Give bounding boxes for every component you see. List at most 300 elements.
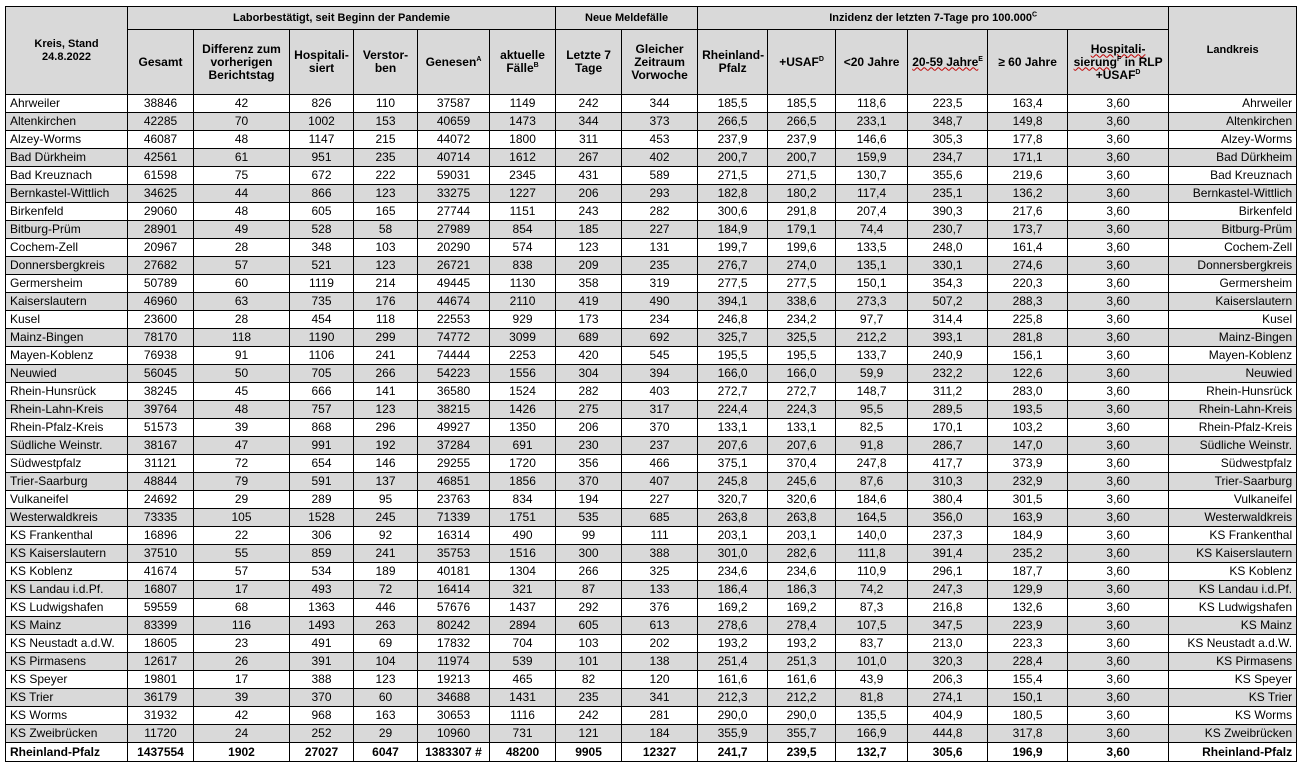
cell-verstorben: 153 bbox=[354, 113, 418, 131]
cell-unter-20: 43,9 bbox=[836, 671, 908, 689]
cell-vorwoche: 319 bbox=[622, 275, 698, 293]
cell-usaf: 237,9 bbox=[768, 131, 836, 149]
cell-landkreis: Rhein-Lahn-Kreis bbox=[1169, 401, 1297, 419]
cell-rheinland-pfalz: 224,4 bbox=[698, 401, 768, 419]
cell-ueber-60: 281,8 bbox=[988, 329, 1068, 347]
cell-hospitalisierung: 3,60 bbox=[1068, 491, 1169, 509]
table-row bbox=[6, 221, 1297, 239]
cell-genesen: 46851 bbox=[418, 473, 490, 491]
cell-rheinland-pfalz: 193,2 bbox=[698, 635, 768, 653]
cell-20-59: 286,7 bbox=[908, 437, 988, 455]
cell-hospitalisiert: 252 bbox=[290, 725, 354, 743]
cell-rheinland-pfalz: 300,6 bbox=[698, 203, 768, 221]
cell-20-59: 417,7 bbox=[908, 455, 988, 473]
cell-hospitalisiert: 1190 bbox=[290, 329, 354, 347]
cell-letzte-7-tage: 206 bbox=[556, 185, 622, 203]
cell-unter-20: 130,7 bbox=[836, 167, 908, 185]
cell-letzte-7-tage: 419 bbox=[556, 293, 622, 311]
cell-landkreis: KS Neustadt a.d.W. bbox=[1169, 635, 1297, 653]
cell-verstorben: 29 bbox=[354, 725, 418, 743]
cell-usaf: 224,3 bbox=[768, 401, 836, 419]
cell-landkreis: KS Worms bbox=[1169, 707, 1297, 725]
cell-hospitalisierung: 3,60 bbox=[1068, 347, 1169, 365]
table-row bbox=[6, 527, 1297, 545]
cell-unter-20: 273,3 bbox=[836, 293, 908, 311]
cell-ueber-60: 223,9 bbox=[988, 617, 1068, 635]
cell-aktuelle-faelle: 1431 bbox=[490, 689, 556, 707]
table-row bbox=[6, 149, 1297, 167]
cell-rheinland-pfalz: 182,8 bbox=[698, 185, 768, 203]
cell-rheinland-pfalz: 133,1 bbox=[698, 419, 768, 437]
cell-aktuelle-faelle: 1556 bbox=[490, 365, 556, 383]
cell-letzte-7-tage: 123 bbox=[556, 239, 622, 257]
header-hospitalisierung: Hospitali-sierung$^F$ in RLP $+USAF^D$ bbox=[1068, 30, 1169, 95]
cell-letzte-7-tage: 266 bbox=[556, 563, 622, 581]
cell-vorwoche: 282 bbox=[622, 203, 698, 221]
cell-rheinland-pfalz: 169,2 bbox=[698, 599, 768, 617]
cell-hospitalisierung: 3,60 bbox=[1068, 383, 1169, 401]
cell-landkreis: Donnersbergkreis bbox=[1169, 257, 1297, 275]
cell-aktuelle-faelle: 2345 bbox=[490, 167, 556, 185]
cell-letzte-7-tage: 185 bbox=[556, 221, 622, 239]
cell-differenz: 48 bbox=[194, 131, 290, 149]
cell-gesamt: 39764 bbox=[128, 401, 194, 419]
cell-hospitalisiert: 866 bbox=[290, 185, 354, 203]
table-header bbox=[6, 7, 1297, 95]
cell-usaf: 263,8 bbox=[768, 509, 836, 527]
cell-20-59: 305,6 bbox=[908, 743, 988, 762]
cell-ueber-60: 217,6 bbox=[988, 203, 1068, 221]
cell-vorwoche: 589 bbox=[622, 167, 698, 185]
header-differenz: Differenz zum vorherigen Berichtstag bbox=[194, 30, 290, 95]
cell-kreis: Trier-Saarburg bbox=[6, 473, 128, 491]
header-group-inzidenz bbox=[698, 7, 1169, 30]
cell-verstorben: 69 bbox=[354, 635, 418, 653]
cell-gesamt: 46087 bbox=[128, 131, 194, 149]
cell-hospitalisierung: 3,60 bbox=[1068, 311, 1169, 329]
cell-aktuelle-faelle: 1116 bbox=[490, 707, 556, 725]
cell-hospitalisiert: 735 bbox=[290, 293, 354, 311]
cell-usaf: 179,1 bbox=[768, 221, 836, 239]
cell-differenz: 49 bbox=[194, 221, 290, 239]
cell-landkreis: Bitburg-Prüm bbox=[1169, 221, 1297, 239]
cell-landkreis: Kusel bbox=[1169, 311, 1297, 329]
cell-kreis: Kaiserslautern bbox=[6, 293, 128, 311]
cell-differenz: 48 bbox=[194, 203, 290, 221]
cell-differenz: 28 bbox=[194, 311, 290, 329]
table-body bbox=[6, 95, 1297, 762]
cell-kreis: KS Kaiserslautern bbox=[6, 545, 128, 563]
cell-landkreis: Rheinland-Pfalz bbox=[1169, 743, 1297, 762]
cell-kreis: KS Speyer bbox=[6, 671, 128, 689]
cell-differenz: 118 bbox=[194, 329, 290, 347]
cell-differenz: 26 bbox=[194, 653, 290, 671]
table-row bbox=[6, 617, 1297, 635]
cell-hospitalisierung: 3,60 bbox=[1068, 725, 1169, 743]
cell-genesen: 59031 bbox=[418, 167, 490, 185]
cell-verstorben: 137 bbox=[354, 473, 418, 491]
cell-verstorben: 123 bbox=[354, 401, 418, 419]
cell-verstorben: 110 bbox=[354, 95, 418, 113]
cell-rheinland-pfalz: 166,0 bbox=[698, 365, 768, 383]
cell-gesamt: 59559 bbox=[128, 599, 194, 617]
header-hospitalisiert: Hospitali-siert bbox=[290, 30, 354, 95]
cell-ueber-60: 171,1 bbox=[988, 149, 1068, 167]
cell-aktuelle-faelle: 3099 bbox=[490, 329, 556, 347]
cell-ueber-60: 129,9 bbox=[988, 581, 1068, 599]
cell-landkreis: Bad Kreuznach bbox=[1169, 167, 1297, 185]
cell-20-59: 248,0 bbox=[908, 239, 988, 257]
cell-unter-20: 159,9 bbox=[836, 149, 908, 167]
cell-rheinland-pfalz: 290,0 bbox=[698, 707, 768, 725]
cell-unter-20: 135,1 bbox=[836, 257, 908, 275]
table-row bbox=[6, 455, 1297, 473]
cell-hospitalisiert: 591 bbox=[290, 473, 354, 491]
header-vorwoche: Gleicher Zeitraum Vorwoche bbox=[622, 30, 698, 95]
cell-gesamt: 38846 bbox=[128, 95, 194, 113]
cell-hospitalisierung: 3,60 bbox=[1068, 203, 1169, 221]
cell-kreis: Altenkirchen bbox=[6, 113, 128, 131]
cell-kreis: Rhein-Lahn-Kreis bbox=[6, 401, 128, 419]
header-group-neue: Neue Meldefälle bbox=[556, 7, 698, 30]
cell-kreis: Mainz-Bingen bbox=[6, 329, 128, 347]
cell-unter-20: 164,5 bbox=[836, 509, 908, 527]
cell-aktuelle-faelle: 321 bbox=[490, 581, 556, 599]
cell-20-59: 230,7 bbox=[908, 221, 988, 239]
cell-usaf: 277,5 bbox=[768, 275, 836, 293]
cell-aktuelle-faelle: 1524 bbox=[490, 383, 556, 401]
cell-vorwoche: 317 bbox=[622, 401, 698, 419]
cell-hospitalisiert: 672 bbox=[290, 167, 354, 185]
cell-kreis: Südliche Weinstr. bbox=[6, 437, 128, 455]
cell-kreis: Ahrweiler bbox=[6, 95, 128, 113]
table-row bbox=[6, 491, 1297, 509]
cell-usaf: 266,5 bbox=[768, 113, 836, 131]
header-kreis-stand: Kreis, Stand 24.8.2022 bbox=[6, 7, 128, 95]
cell-genesen: 40659 bbox=[418, 113, 490, 131]
table-row bbox=[6, 671, 1297, 689]
cell-20-59: 507,2 bbox=[908, 293, 988, 311]
cell-ueber-60: 180,5 bbox=[988, 707, 1068, 725]
cell-genesen: 19213 bbox=[418, 671, 490, 689]
cell-differenz: 75 bbox=[194, 167, 290, 185]
cell-landkreis: Mayen-Koblenz bbox=[1169, 347, 1297, 365]
cell-verstorben: 299 bbox=[354, 329, 418, 347]
cell-ueber-60: 132,6 bbox=[988, 599, 1068, 617]
cell-differenz: 22 bbox=[194, 527, 290, 545]
cell-landkreis: Kaiserslautern bbox=[1169, 293, 1297, 311]
cell-unter-20: 83,7 bbox=[836, 635, 908, 653]
cell-genesen: 26721 bbox=[418, 257, 490, 275]
cell-unter-20: 74,2 bbox=[836, 581, 908, 599]
cell-unter-20: 150,1 bbox=[836, 275, 908, 293]
cell-differenz: 29 bbox=[194, 491, 290, 509]
cell-landkreis: KS Frankenthal bbox=[1169, 527, 1297, 545]
cell-letzte-7-tage: 242 bbox=[556, 95, 622, 113]
cell-verstorben: 58 bbox=[354, 221, 418, 239]
cell-gesamt: 24692 bbox=[128, 491, 194, 509]
cell-differenz: 39 bbox=[194, 689, 290, 707]
cell-hospitalisiert: 528 bbox=[290, 221, 354, 239]
cell-differenz: 79 bbox=[194, 473, 290, 491]
table-row bbox=[6, 131, 1297, 149]
cell-letzte-7-tage: 99 bbox=[556, 527, 622, 545]
table-row bbox=[6, 293, 1297, 311]
cell-hospitalisierung: 3,60 bbox=[1068, 617, 1169, 635]
cell-genesen: 34688 bbox=[418, 689, 490, 707]
cell-genesen: 11974 bbox=[418, 653, 490, 671]
cell-unter-20: 59,9 bbox=[836, 365, 908, 383]
table-row bbox=[6, 689, 1297, 707]
cell-verstorben: 176 bbox=[354, 293, 418, 311]
cell-vorwoche: 613 bbox=[622, 617, 698, 635]
cell-hospitalisiert: 666 bbox=[290, 383, 354, 401]
header-landkreis: Landkreis bbox=[1169, 7, 1297, 95]
cell-verstorben: 263 bbox=[354, 617, 418, 635]
cell-letzte-7-tage: 344 bbox=[556, 113, 622, 131]
cell-kreis: KS Landau i.d.Pf. bbox=[6, 581, 128, 599]
cell-kreis: Kusel bbox=[6, 311, 128, 329]
cell-differenz: 116 bbox=[194, 617, 290, 635]
cell-letzte-7-tage: 9905 bbox=[556, 743, 622, 762]
cell-usaf: 180,2 bbox=[768, 185, 836, 203]
cell-hospitalisiert: 534 bbox=[290, 563, 354, 581]
cell-rheinland-pfalz: 251,4 bbox=[698, 653, 768, 671]
cell-genesen: 27744 bbox=[418, 203, 490, 221]
cell-differenz: 17 bbox=[194, 581, 290, 599]
cell-20-59: 390,3 bbox=[908, 203, 988, 221]
cell-genesen: 27989 bbox=[418, 221, 490, 239]
header-verstorben: Verstor-ben bbox=[354, 30, 418, 95]
cell-unter-20: 212,2 bbox=[836, 329, 908, 347]
cell-genesen: 23763 bbox=[418, 491, 490, 509]
cell-letzte-7-tage: 87 bbox=[556, 581, 622, 599]
cell-hospitalisiert: 705 bbox=[290, 365, 354, 383]
cell-20-59: 391,4 bbox=[908, 545, 988, 563]
cell-ueber-60: 163,9 bbox=[988, 509, 1068, 527]
cell-letzte-7-tage: 101 bbox=[556, 653, 622, 671]
cell-ueber-60: 161,4 bbox=[988, 239, 1068, 257]
cell-vorwoche: 403 bbox=[622, 383, 698, 401]
cell-landkreis: Germersheim bbox=[1169, 275, 1297, 293]
cell-gesamt: 11720 bbox=[128, 725, 194, 743]
table-row bbox=[6, 401, 1297, 419]
cell-verstorben: 141 bbox=[354, 383, 418, 401]
cell-gesamt: 51573 bbox=[128, 419, 194, 437]
cell-genesen: 74444 bbox=[418, 347, 490, 365]
cell-differenz: 57 bbox=[194, 257, 290, 275]
cell-differenz: 55 bbox=[194, 545, 290, 563]
cell-kreis: Mayen-Koblenz bbox=[6, 347, 128, 365]
cell-landkreis: KS Landau i.d.Pf. bbox=[1169, 581, 1297, 599]
cell-landkreis: KS Mainz bbox=[1169, 617, 1297, 635]
cell-rheinland-pfalz: 320,7 bbox=[698, 491, 768, 509]
cell-usaf: 133,1 bbox=[768, 419, 836, 437]
cell-differenz: 45 bbox=[194, 383, 290, 401]
cell-vorwoche: 344 bbox=[622, 95, 698, 113]
cell-usaf: 161,6 bbox=[768, 671, 836, 689]
cell-20-59: 289,5 bbox=[908, 401, 988, 419]
cell-hospitalisiert: 868 bbox=[290, 419, 354, 437]
cell-landkreis: Südliche Weinstr. bbox=[1169, 437, 1297, 455]
header-gesamt: Gesamt bbox=[128, 30, 194, 95]
cell-unter-20: 133,7 bbox=[836, 347, 908, 365]
corona-stats-table bbox=[5, 6, 1297, 762]
cell-20-59: 305,3 bbox=[908, 131, 988, 149]
cell-hospitalisiert: 388 bbox=[290, 671, 354, 689]
cell-rheinland-pfalz: 184,9 bbox=[698, 221, 768, 239]
cell-ueber-60: 373,9 bbox=[988, 455, 1068, 473]
table-row bbox=[6, 545, 1297, 563]
cell-unter-20: 247,8 bbox=[836, 455, 908, 473]
cell-vorwoche: 138 bbox=[622, 653, 698, 671]
table-row bbox=[6, 311, 1297, 329]
cell-aktuelle-faelle: 1720 bbox=[490, 455, 556, 473]
cell-hospitalisierung: 3,60 bbox=[1068, 437, 1169, 455]
cell-rheinland-pfalz: 301,0 bbox=[698, 545, 768, 563]
cell-hospitalisierung: 3,60 bbox=[1068, 275, 1169, 293]
cell-vorwoche: 293 bbox=[622, 185, 698, 203]
header-unter-20: <20 Jahre bbox=[836, 30, 908, 95]
cell-rheinland-pfalz: 278,6 bbox=[698, 617, 768, 635]
table-row bbox=[6, 383, 1297, 401]
cell-letzte-7-tage: 230 bbox=[556, 437, 622, 455]
cell-genesen: 40181 bbox=[418, 563, 490, 581]
cell-kreis: Donnersbergkreis bbox=[6, 257, 128, 275]
cell-letzte-7-tage: 282 bbox=[556, 383, 622, 401]
cell-ueber-60: 288,3 bbox=[988, 293, 1068, 311]
cell-letzte-7-tage: 267 bbox=[556, 149, 622, 167]
cell-genesen: 16314 bbox=[418, 527, 490, 545]
cell-letzte-7-tage: 605 bbox=[556, 617, 622, 635]
cell-verstorben: 446 bbox=[354, 599, 418, 617]
cell-20-59: 444,8 bbox=[908, 725, 988, 743]
cell-rheinland-pfalz: 394,1 bbox=[698, 293, 768, 311]
cell-vorwoche: 373 bbox=[622, 113, 698, 131]
cell-kreis: Rhein-Pfalz-Kreis bbox=[6, 419, 128, 437]
cell-vorwoche: 407 bbox=[622, 473, 698, 491]
cell-hospitalisierung: 3,60 bbox=[1068, 509, 1169, 527]
cell-genesen: 74772 bbox=[418, 329, 490, 347]
cell-verstorben: 241 bbox=[354, 347, 418, 365]
cell-20-59: 311,2 bbox=[908, 383, 988, 401]
cell-verstorben: 92 bbox=[354, 527, 418, 545]
cell-usaf: 199,6 bbox=[768, 239, 836, 257]
cell-unter-20: 135,5 bbox=[836, 707, 908, 725]
cell-vorwoche: 466 bbox=[622, 455, 698, 473]
cell-genesen: 20290 bbox=[418, 239, 490, 257]
cell-verstorben: 95 bbox=[354, 491, 418, 509]
cell-differenz: 60 bbox=[194, 275, 290, 293]
table-row bbox=[6, 437, 1297, 455]
cell-usaf: 278,4 bbox=[768, 617, 836, 635]
cell-usaf: 355,7 bbox=[768, 725, 836, 743]
cell-verstorben: 118 bbox=[354, 311, 418, 329]
cell-hospitalisierung: 3,60 bbox=[1068, 293, 1169, 311]
cell-vorwoche: 685 bbox=[622, 509, 698, 527]
cell-landkreis: Altenkirchen bbox=[1169, 113, 1297, 131]
cell-rheinland-pfalz: 185,5 bbox=[698, 95, 768, 113]
cell-gesamt: 12617 bbox=[128, 653, 194, 671]
cell-letzte-7-tage: 370 bbox=[556, 473, 622, 491]
cell-hospitalisiert: 605 bbox=[290, 203, 354, 221]
cell-20-59: 380,4 bbox=[908, 491, 988, 509]
table-row bbox=[6, 275, 1297, 293]
table-row bbox=[6, 185, 1297, 203]
cell-ueber-60: 196,9 bbox=[988, 743, 1068, 762]
cell-verstorben: 165 bbox=[354, 203, 418, 221]
cell-kreis: KS Ludwigshafen bbox=[6, 599, 128, 617]
cell-gesamt: 18605 bbox=[128, 635, 194, 653]
cell-unter-20: 184,6 bbox=[836, 491, 908, 509]
cell-usaf: 193,2 bbox=[768, 635, 836, 653]
cell-verstorben: 241 bbox=[354, 545, 418, 563]
cell-landkreis: Westerwaldkreis bbox=[1169, 509, 1297, 527]
cell-vorwoche: 237 bbox=[622, 437, 698, 455]
cell-verstorben: 104 bbox=[354, 653, 418, 671]
cell-hospitalisiert: 859 bbox=[290, 545, 354, 563]
cell-hospitalisiert: 521 bbox=[290, 257, 354, 275]
cell-20-59: 213,0 bbox=[908, 635, 988, 653]
cell-ueber-60: 225,8 bbox=[988, 311, 1068, 329]
cell-gesamt: 38245 bbox=[128, 383, 194, 401]
cell-20-59: 355,6 bbox=[908, 167, 988, 185]
cell-ueber-60: 235,2 bbox=[988, 545, 1068, 563]
cell-vorwoche: 341 bbox=[622, 689, 698, 707]
cell-usaf: 290,0 bbox=[768, 707, 836, 725]
cell-usaf: 274,0 bbox=[768, 257, 836, 275]
cell-letzte-7-tage: 243 bbox=[556, 203, 622, 221]
cell-landkreis: Rhein-Pfalz-Kreis bbox=[1169, 419, 1297, 437]
cell-hospitalisierung: 3,60 bbox=[1068, 221, 1169, 239]
cell-differenz: 91 bbox=[194, 347, 290, 365]
cell-gesamt: 42561 bbox=[128, 149, 194, 167]
cell-20-59: 170,1 bbox=[908, 419, 988, 437]
cell-rheinland-pfalz: 207,6 bbox=[698, 437, 768, 455]
cell-gesamt: 37510 bbox=[128, 545, 194, 563]
cell-vorwoche: 394 bbox=[622, 365, 698, 383]
cell-20-59: 240,9 bbox=[908, 347, 988, 365]
cell-hospitalisiert: 1147 bbox=[290, 131, 354, 149]
cell-kreis: KS Neustadt a.d.W. bbox=[6, 635, 128, 653]
cell-rheinland-pfalz: 325,7 bbox=[698, 329, 768, 347]
cell-hospitalisierung: 3,60 bbox=[1068, 527, 1169, 545]
cell-20-59: 404,9 bbox=[908, 707, 988, 725]
cell-letzte-7-tage: 206 bbox=[556, 419, 622, 437]
cell-differenz: 17 bbox=[194, 671, 290, 689]
cell-vorwoche: 227 bbox=[622, 221, 698, 239]
cell-aktuelle-faelle: 2894 bbox=[490, 617, 556, 635]
cell-kreis: Cochem-Zell bbox=[6, 239, 128, 257]
cell-letzte-7-tage: 304 bbox=[556, 365, 622, 383]
cell-genesen: 1383307 # bbox=[418, 743, 490, 762]
cell-hospitalisiert: 1528 bbox=[290, 509, 354, 527]
cell-kreis: Bad Kreuznach bbox=[6, 167, 128, 185]
cell-hospitalisiert: 493 bbox=[290, 581, 354, 599]
cell-landkreis: Ahrweiler bbox=[1169, 95, 1297, 113]
table-row bbox=[6, 419, 1297, 437]
cell-landkreis: Trier-Saarburg bbox=[1169, 473, 1297, 491]
cell-hospitalisiert: 654 bbox=[290, 455, 354, 473]
cell-rheinland-pfalz: 186,4 bbox=[698, 581, 768, 599]
cell-genesen: 29255 bbox=[418, 455, 490, 473]
cell-gesamt: 46960 bbox=[128, 293, 194, 311]
cell-hospitalisiert: 306 bbox=[290, 527, 354, 545]
cell-kreis: Germersheim bbox=[6, 275, 128, 293]
cell-aktuelle-faelle: 574 bbox=[490, 239, 556, 257]
cell-letzte-7-tage: 535 bbox=[556, 509, 622, 527]
cell-hospitalisierung: 3,60 bbox=[1068, 455, 1169, 473]
